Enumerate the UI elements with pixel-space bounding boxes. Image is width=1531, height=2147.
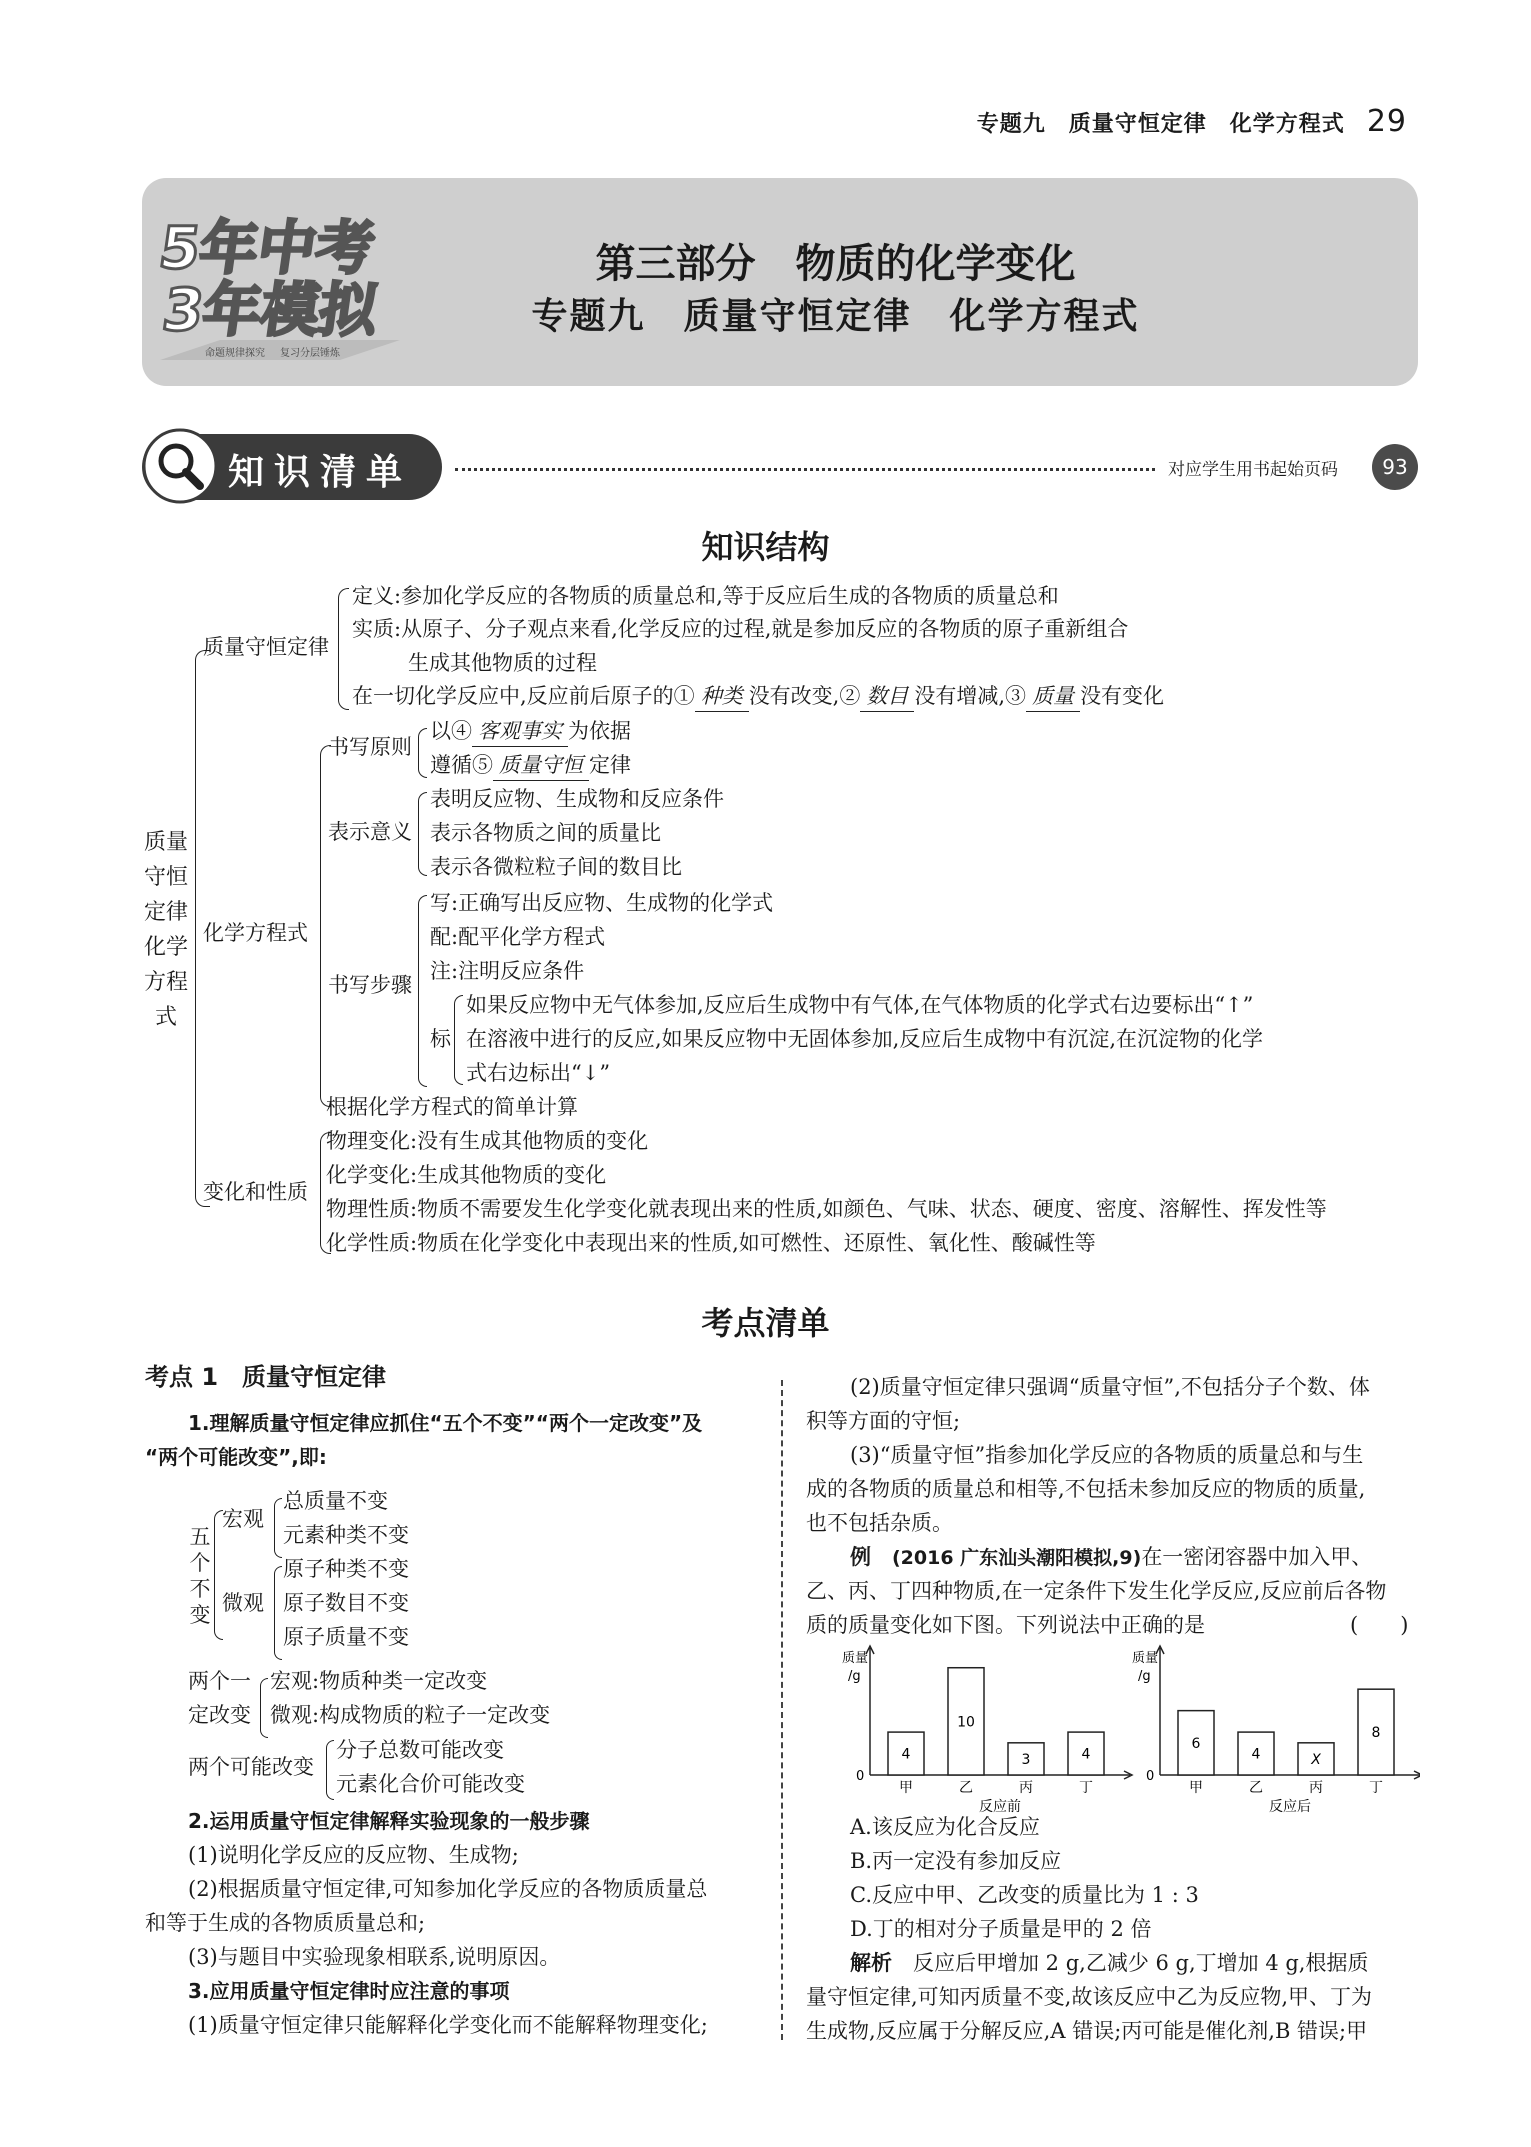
two-maybe-item-1: 分子总数可能改变	[336, 1738, 504, 1762]
bar-value-label: 10	[957, 1714, 975, 1731]
two-change-item-1: 宏观:物质种类一定改变	[270, 1669, 488, 1693]
item1-line2: “两个可能改变”,即:	[145, 1445, 327, 1469]
logo-tag1: 命题规律探究	[205, 348, 265, 359]
category-tick-label: 乙	[1249, 1780, 1263, 1796]
law-label: 质量守恒定律	[203, 635, 329, 659]
column-divider	[781, 1380, 783, 2040]
mark-brace	[454, 995, 463, 1085]
ref-page-badge: 93	[1372, 444, 1418, 490]
running-head	[977, 104, 1407, 139]
logo-line2: 3年模拟	[158, 276, 383, 344]
option-a: A.该反应为化合反应	[850, 1815, 1040, 1839]
answer-blank: ( )	[1350, 1613, 1409, 1637]
blank-2: 数目	[860, 681, 914, 712]
equation-brace	[320, 745, 331, 1107]
item2-step-2b: 和等于生成的各物质质量总和;	[145, 1911, 426, 1935]
meaning-2: 表示各物质之间的质量比	[430, 821, 661, 845]
calc-line: 根据化学方程式的简单计算	[326, 1095, 578, 1119]
example-line-2: 乙、丙、丁四种物质,在一定条件下发生化学反应,反应前后各物	[806, 1579, 1387, 1603]
example-line-1: 例 (2016 广东汕头潮阳模拟,9)在一密闭容器中加入甲、	[850, 1545, 1373, 1569]
meaning-1: 表明反应物、生成物和反应条件	[430, 787, 724, 811]
kaodian-heading: 考点清单	[701, 1304, 830, 1342]
macro-item-1: 总质量不变	[283, 1489, 388, 1513]
category-tick-label: 甲	[1189, 1780, 1203, 1796]
mark-rule-3: 式右边标出“↓”	[466, 1061, 611, 1085]
chapter-subtitle: 专题九 质量守恒定律 化学方程式	[531, 296, 1140, 337]
right-line-3: (3)“质量守恒”指参加化学反应的各物质的质量总和与生	[850, 1443, 1364, 1467]
blank-4: 客观事实	[472, 716, 568, 747]
right-line-2: 积等方面的守恒;	[806, 1409, 961, 1433]
category-tick-label: 丙	[1309, 1780, 1323, 1796]
right-line-4: 成的各物质的质量总和相等,不包括未参加反应的物质的质量,	[806, 1477, 1366, 1501]
y-zero-tick: 0	[856, 1769, 865, 1784]
y-zero-tick: 0	[1146, 1769, 1155, 1784]
equation-label: 化学方程式	[203, 921, 308, 945]
option-b: B.丙一定没有参加反应	[850, 1849, 1062, 1873]
change-label: 变化和性质	[203, 1180, 308, 1204]
dotted-leader	[455, 468, 1155, 471]
category-tick-label: 乙	[959, 1780, 973, 1796]
bar-value-label: 8	[1371, 1725, 1381, 1742]
change-item-3: 物理性质:物质不需要发生化学变化就表现出来的性质,如颜色、气味、状态、硬度、密度、溶解性、挥发性等	[326, 1197, 1327, 1221]
law-definition: 定义:参加化学反应的各物质的质量总和,等于反应后生成的各物质的质量总和	[352, 584, 1059, 608]
macro-brace	[274, 1498, 282, 1558]
analysis-line-3: 生成物,反应属于分解反应,A 错误;丙可能是催化剂,B 错误;甲	[806, 2019, 1368, 2043]
root-label: 质量 守恒 定律 化学 方程 式	[143, 830, 188, 1030]
bar-value-label: 6	[1191, 1735, 1201, 1752]
step-write: 写:正确写出反应物、生成物的化学式	[430, 891, 774, 915]
point-1-title: 考点 1 质量守恒定律	[145, 1363, 387, 1391]
principle-label: 书写原则	[328, 735, 412, 759]
analysis-line-2: 量守恒定律,可知丙质量不变,故该反应中乙为反应物,甲、丁为	[806, 1985, 1373, 2009]
law-essence-1: 实质:从原子、分子观点来看,化学反应的过程,就是参加反应的各物质的原子重新组合	[352, 617, 1129, 641]
law-invariants: 在一切化学反应中,反应前后原子的① 种类 没有改变,② 数目 没有增减,③ 质量 没有变化	[352, 681, 1164, 712]
two-maybe-label: 两个可能改变	[188, 1755, 314, 1779]
item2-step-2a: (2)根据质量守恒定律,可知参加化学反应的各物质质量总	[188, 1877, 708, 1901]
mark-label: 标	[430, 1027, 451, 1051]
bar-value-label: 3	[1021, 1751, 1031, 1768]
page-number: 29	[1366, 104, 1407, 139]
change-item-4: 化学性质:物质在化学变化中表现出来的性质,如可燃性、还原性、氧化性、酸碱性等	[326, 1231, 1096, 1255]
change-item-2: 化学变化:生成其他物质的变化	[326, 1163, 607, 1187]
steps-brace	[418, 895, 427, 1087]
category-tick-label: 丙	[1019, 1780, 1033, 1796]
two-change-label-a: 两个一	[188, 1669, 251, 1693]
y-axis-label: 质量	[1132, 1651, 1159, 1666]
chart-before	[842, 1646, 1132, 1815]
micro-brace	[274, 1566, 282, 1660]
logo-tag2: 复习分层锤炼	[280, 348, 340, 359]
example-line-3: 质的质量变化如下图。下列说法中正确的是	[806, 1613, 1205, 1637]
blank-5: 质量守恒	[493, 750, 589, 781]
bar-value-label: 4	[901, 1746, 911, 1763]
two-maybe-item-2: 元素化合价可能改变	[336, 1772, 525, 1796]
mark-rule-1: 如果反应物中无气体参加,反应后生成物中有气体,在气体物质的化学式右边要标出“↑”	[466, 993, 1254, 1017]
magnifier-icon	[142, 428, 218, 504]
item2-title: 2.运用质量守恒定律解释实验现象的一般步骤	[188, 1809, 590, 1833]
analysis-label: 解析	[850, 1951, 892, 1975]
part-title: 第三部分 物质的化学变化	[595, 241, 1076, 287]
steps-label: 书写步骤	[328, 973, 412, 997]
item1-line1: 1.理解质量守恒定律应抓住“五个不变”“两个一定改变”及	[188, 1411, 703, 1435]
right-line-5: 也不包括杂质。	[806, 1511, 953, 1535]
item2-step-1: (1)说明化学反应的反应物、生成物;	[188, 1843, 519, 1867]
meaning-label: 表示意义	[328, 820, 412, 844]
mark-rule-2: 在溶液中进行的反应,如果反应物中无固体参加,反应后生成物中有沉淀,在沉淀物的化学	[466, 1027, 1264, 1051]
two-maybe-brace	[326, 1740, 334, 1800]
two-change-brace	[260, 1678, 268, 1738]
mass-charts	[840, 1640, 1420, 1815]
item3-note-1: (1)质量守恒定律只能解释化学变化而不能解释物理变化;	[188, 2013, 708, 2037]
ref-text: 对应学生用书起始页码	[1168, 460, 1338, 480]
structure-heading: 知识结构	[701, 528, 830, 566]
category-tick-label: 丁	[1079, 1780, 1093, 1796]
bar-value-label: 4	[1081, 1746, 1091, 1763]
y-axis-unit: /g	[1138, 1669, 1151, 1684]
bar-value-label: X	[1311, 1751, 1321, 1768]
law-essence-2: 生成其他物质的过程	[408, 651, 597, 675]
analysis-line-1: 解析 反应后甲增加 2 g,乙减少 6 g,丁增加 4 g,根据质	[850, 1951, 1369, 1975]
right-line-1: (2)质量守恒定律只强调“质量守恒”,不包括分子个数、体	[850, 1375, 1370, 1399]
step-note: 注:注明反应条件	[430, 959, 585, 983]
change-item-1: 物理变化:没有生成其他物质的变化	[326, 1129, 649, 1153]
item2-step-3: (3)与题目中实验现象相联系,说明原因。	[188, 1945, 561, 1969]
logo-line1: 5年中考	[155, 214, 379, 282]
macro-label: 宏观	[222, 1507, 264, 1531]
y-axis-unit: /g	[848, 1669, 861, 1684]
option-d: D.丁的相对分子质量是甲的 2 倍	[850, 1917, 1152, 1941]
chart-after	[1132, 1646, 1420, 1815]
five-label: 五 个 不 变	[189, 1525, 211, 1627]
x-axis-label: 反应前	[979, 1799, 1021, 1815]
principle-brace	[418, 728, 427, 778]
item3-title: 3.应用质量守恒定律时应注意的事项	[188, 1979, 510, 2003]
meaning-brace	[418, 792, 427, 876]
micro-item-1: 原子种类不变	[283, 1557, 409, 1581]
category-tick-label: 丁	[1369, 1780, 1383, 1796]
blank-3: 质量	[1026, 681, 1080, 712]
micro-item-2: 原子数目不变	[283, 1591, 409, 1615]
principle-1: 以④ 客观事实 为依据	[430, 716, 631, 747]
principle-2: 遵循⑤ 质量守恒 定律	[430, 750, 631, 781]
step-balance: 配:配平化学方程式	[430, 925, 606, 949]
two-change-label-b: 定改变	[188, 1703, 251, 1727]
category-tick-label: 甲	[899, 1780, 913, 1796]
two-change-item-2: 微观:构成物质的粒子一定改变	[270, 1703, 551, 1727]
law-brace	[338, 588, 349, 710]
micro-label: 微观	[222, 1591, 264, 1615]
blank-1: 种类	[695, 681, 749, 712]
running-head-text: 专题九 质量守恒定律 化学方程式	[976, 112, 1345, 137]
macro-item-2: 元素种类不变	[283, 1523, 409, 1547]
micro-item-3: 原子质量不变	[283, 1625, 409, 1649]
x-axis-label: 反应后	[1269, 1799, 1311, 1815]
option-c: C.反应中甲、乙改变的质量比为 1 : 3	[850, 1883, 1199, 1907]
y-axis-label: 质量	[842, 1651, 869, 1666]
bar-value-label: 4	[1251, 1746, 1261, 1763]
meaning-3: 表示各微粒粒子间的数目比	[430, 855, 682, 879]
section-label: 知识清单	[228, 452, 413, 493]
